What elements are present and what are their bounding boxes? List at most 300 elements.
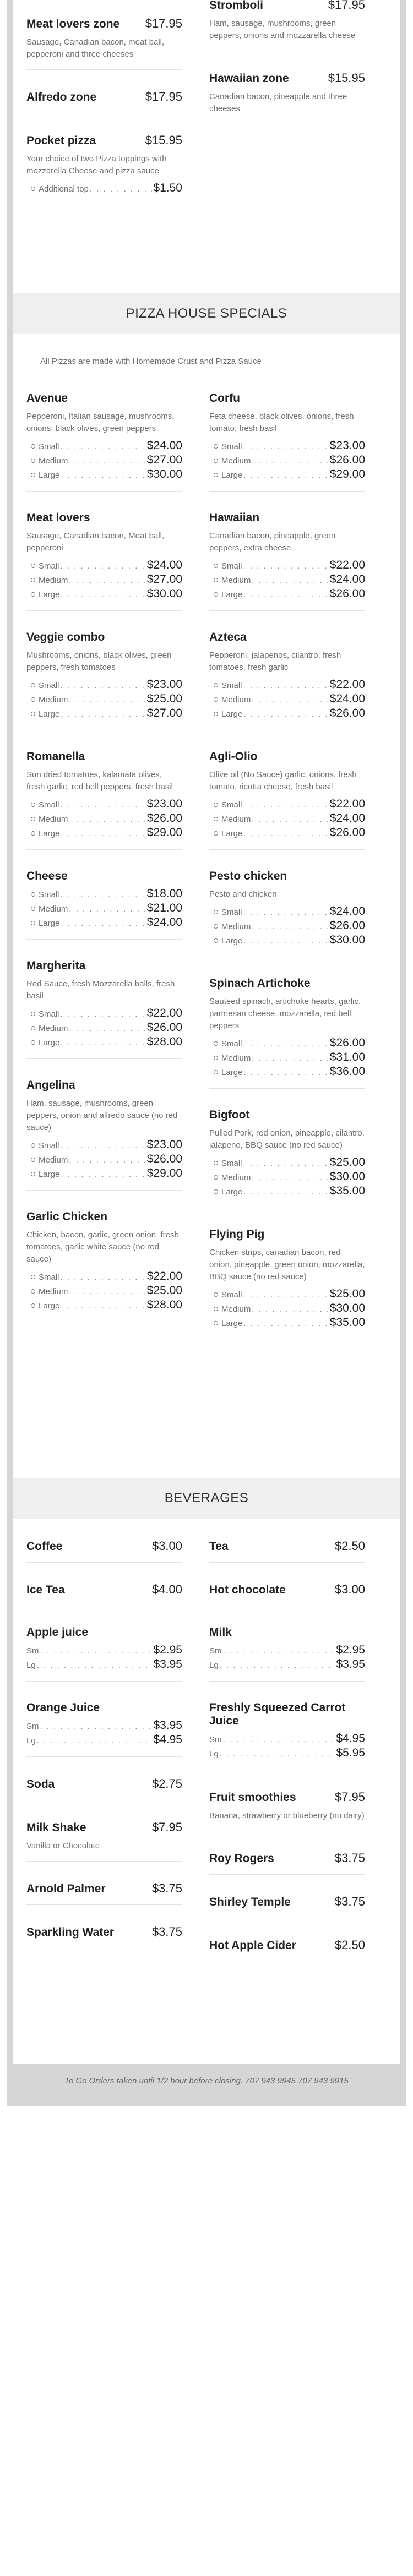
menu-item (209, 977, 365, 1089)
menu-item-price: $7.95 (334, 1790, 365, 1804)
size-price-list (26, 439, 182, 482)
dot-leader (61, 890, 146, 899)
menu-item-header (26, 1079, 182, 1092)
size-price-row (209, 812, 365, 826)
size-price: $3.95 (153, 1719, 182, 1732)
menu-item-header (26, 133, 182, 148)
size-price-row (209, 905, 365, 919)
size-price: $26.00 (329, 1036, 365, 1049)
menu-item-name: Sparkling Water (26, 1926, 115, 1939)
size-label: Lg (26, 1736, 36, 1745)
menu-item (209, 392, 365, 492)
menu-item-header (26, 1925, 182, 1939)
dot-leader (252, 576, 328, 585)
menu-item-name: Stromboli (209, 0, 263, 12)
dot-leader (61, 1141, 146, 1150)
menu-item-description: Sausage, Canadian bacon, meat ball, pepperoni and three cheeses (26, 37, 165, 59)
size-price: $26.00 (146, 812, 182, 825)
dot-leader (90, 184, 153, 194)
menu-item-header (209, 1895, 365, 1909)
menu-item-description: Canadian bacon, pineapple, green peppers, extra cheese (209, 531, 336, 553)
beverages-right-column (209, 1539, 365, 1981)
size-label: Large (221, 1068, 243, 1077)
size-price-row (26, 826, 182, 841)
menu-item-price: $17.95 (145, 17, 182, 30)
menu-item (26, 90, 182, 113)
dot-leader (69, 695, 145, 705)
dot-leader (223, 1735, 335, 1744)
size-price-row (209, 1644, 365, 1658)
size-label: Medium (221, 456, 251, 466)
dot-leader (61, 442, 146, 451)
size-label: Large (39, 1170, 60, 1179)
size-price-row (209, 678, 365, 692)
dot-leader (69, 815, 145, 824)
size-price-row (26, 439, 182, 454)
size-price-row (26, 902, 182, 916)
menu-item-header (26, 1701, 182, 1715)
menu-item-header (209, 750, 365, 763)
size-price: $28.00 (146, 1298, 182, 1311)
menu-item-header (209, 392, 365, 405)
menu-item (209, 1938, 365, 1961)
dot-leader (243, 1068, 328, 1077)
menu-item (209, 71, 365, 124)
specials-note: All Pizzas are made with Homemade Crust and Pizza Sauce (40, 357, 262, 366)
menu-item-header (209, 511, 365, 525)
menu-item-price: $3.75 (334, 1851, 365, 1865)
size-price-row (209, 826, 365, 841)
size-label: Lg (26, 1661, 36, 1670)
menu-item-header (26, 1582, 182, 1597)
menu-item-name: Ice Tea (26, 1584, 65, 1596)
dot-leader (243, 1290, 329, 1300)
menu-item-price: $15.95 (145, 133, 182, 147)
size-price: $25.00 (146, 692, 182, 705)
size-label: Small (221, 1290, 242, 1300)
size-price: $24.00 (146, 559, 182, 571)
size-price-row (26, 812, 182, 826)
menu-item-name: Fruit smoothies (209, 1791, 296, 1804)
menu-item-header (209, 1582, 365, 1597)
size-price-row (26, 559, 182, 573)
size-price-row (209, 1316, 365, 1330)
menu-item-name: Hot Apple Cider (209, 1939, 296, 1952)
size-price: $26.00 (146, 1021, 182, 1034)
menu-item-description: Red Sauce, fresh Mozzarella balls, fresh basil (26, 979, 175, 1001)
size-price-list (209, 798, 365, 841)
size-price-list (26, 559, 182, 602)
dot-leader (69, 576, 145, 585)
size-label: Medium (221, 1054, 251, 1063)
size-price: $25.00 (329, 1156, 365, 1169)
menu-item (26, 870, 182, 940)
dot-leader (243, 800, 329, 810)
menu-item-header (26, 959, 182, 973)
size-price: $23.00 (146, 678, 182, 691)
menu-item-price: $3.00 (151, 1539, 182, 1553)
size-price-row (26, 1658, 182, 1672)
menu-item (26, 1820, 182, 1862)
menu-item (209, 1790, 365, 1831)
size-price: $30.00 (146, 587, 182, 600)
beverages-header (13, 1478, 400, 1519)
menu-item-price: $3.75 (334, 1895, 365, 1908)
dot-leader (61, 800, 146, 810)
size-price-list (209, 1644, 365, 1672)
menu-item-header (209, 71, 365, 85)
top-right-column (209, 0, 365, 144)
menu-item-name: Milk (209, 1626, 232, 1639)
menu-item-name: Veggie combo (26, 631, 105, 643)
menu-item (26, 631, 182, 730)
size-price: $29.00 (329, 468, 365, 481)
size-price-list (209, 559, 365, 602)
dot-leader (61, 710, 145, 719)
menu-item-description: Olive oil (No Sauce) garlic, onions, fresh tomato, ricotta cheese, fresh basil (209, 770, 357, 792)
dot-leader (61, 1009, 146, 1019)
size-price-list (26, 1138, 182, 1181)
size-price: $24.00 (329, 573, 365, 586)
size-price-row (209, 1732, 365, 1747)
dot-leader (252, 922, 328, 931)
dot-leader (69, 904, 145, 914)
size-price: $24.00 (329, 692, 365, 705)
size-price-row (26, 182, 182, 196)
size-label: Small (221, 908, 242, 917)
size-label: Sm (26, 1646, 39, 1656)
menu-item-name: Apple juice (26, 1626, 89, 1639)
size-price-row (209, 573, 365, 587)
menu-item-price: $17.95 (328, 0, 365, 12)
size-price: $18.00 (146, 887, 182, 900)
menu-item (209, 0, 365, 51)
size-price-row (209, 707, 365, 721)
menu-item-header (26, 17, 182, 31)
menu-item (26, 1925, 182, 1948)
menu-item-name: Flying Pig (209, 1228, 265, 1241)
size-price-row (209, 587, 365, 602)
size-price-row (26, 1719, 182, 1733)
size-price: $1.50 (153, 182, 182, 194)
size-price-row (26, 587, 182, 602)
menu-item-name: Cheese (26, 870, 68, 882)
dot-leader (61, 919, 145, 928)
size-price: $30.00 (329, 1170, 365, 1183)
menu-item (26, 1777, 182, 1800)
size-label: Large (221, 829, 243, 838)
dot-leader (243, 1319, 328, 1328)
size-label: Small (39, 681, 59, 690)
size-price-row (209, 1036, 365, 1051)
menu-item-name: Coffee (26, 1540, 63, 1553)
menu-item-header (209, 1790, 365, 1804)
dot-leader (69, 456, 145, 466)
size-label: Lg (209, 1661, 219, 1670)
dot-leader (243, 1187, 328, 1197)
size-price-row (26, 468, 182, 482)
size-label: Medium (221, 576, 251, 585)
menu-item (209, 631, 365, 730)
size-price-row (26, 1733, 182, 1748)
size-label: Medium (39, 456, 68, 466)
size-price-row (26, 573, 182, 587)
menu-item-name: Pocket pizza (26, 134, 96, 147)
menu-item (209, 870, 365, 957)
size-price-row (26, 678, 182, 692)
size-label: Medium (39, 1024, 68, 1033)
size-price-row (26, 798, 182, 812)
size-price: $35.00 (329, 1316, 365, 1329)
size-price-list (209, 905, 365, 948)
size-label: Small (39, 1141, 59, 1150)
menu-item-price: $4.00 (151, 1582, 182, 1596)
size-price: $4.95 (153, 1733, 182, 1746)
size-price: $27.00 (146, 454, 182, 466)
menu-item-name: Angelina (26, 1079, 75, 1091)
menu-item-name: Garlic Chicken (26, 1210, 108, 1223)
menu-item-description: Ham, sausage, mushrooms, green peppers, onions and mozzarella cheese (209, 19, 356, 40)
menu-item (26, 1626, 182, 1682)
dot-leader (69, 1287, 145, 1296)
size-label: Large (39, 919, 60, 928)
dot-leader (37, 1661, 153, 1670)
size-price-row (26, 707, 182, 721)
menu-item-header (26, 1820, 182, 1835)
size-price-list (209, 1156, 365, 1199)
dot-leader (243, 681, 329, 690)
size-label: Medium (221, 815, 251, 824)
menu-item-name: Roy Rogers (209, 1852, 274, 1865)
menu-item-name: Corfu (209, 392, 240, 405)
size-price-list (209, 1732, 365, 1761)
size-price-row (209, 1170, 365, 1185)
size-price: $28.00 (146, 1035, 182, 1048)
size-label: Small (221, 1159, 242, 1168)
menu-item-description: Feta cheese, black olives, onions, fresh tomato, fresh basil (209, 412, 354, 433)
menu-item (26, 392, 182, 492)
size-price-list (26, 678, 182, 721)
size-price-list (26, 1719, 182, 1748)
dot-leader (61, 1170, 145, 1179)
size-price: $22.00 (146, 1270, 182, 1282)
dot-leader (61, 590, 145, 599)
menu-item-name: Soda (26, 1778, 55, 1791)
menu-item-name: Arnold Palmer (26, 1882, 106, 1895)
size-price: $29.00 (146, 826, 182, 839)
size-price: $31.00 (329, 1051, 365, 1063)
dot-leader (61, 1038, 145, 1047)
dot-leader (40, 1646, 153, 1656)
size-price-row (209, 1658, 365, 1672)
size-price-row (209, 439, 365, 454)
menu-item (26, 1701, 182, 1757)
size-label: Large (221, 710, 243, 719)
size-price: $22.00 (146, 1007, 182, 1019)
size-price-row (209, 1287, 365, 1302)
menu-item (26, 1539, 182, 1563)
menu-item (26, 1582, 182, 1606)
size-label: Large (39, 1301, 60, 1311)
menu-item (26, 1210, 182, 1322)
menu-item-header (209, 1626, 365, 1639)
size-price: $24.00 (146, 916, 182, 929)
size-price-list (26, 1270, 182, 1313)
dot-leader (252, 815, 328, 824)
size-price: $24.00 (146, 439, 182, 452)
dot-leader (243, 710, 328, 719)
size-price-row (26, 692, 182, 707)
menu-item-header (26, 1777, 182, 1791)
size-price: $25.00 (146, 1284, 182, 1297)
size-price-list (26, 798, 182, 841)
menu-item (209, 1895, 365, 1918)
size-price: $26.00 (329, 707, 365, 719)
menu-item-header (26, 631, 182, 644)
dot-leader (61, 681, 146, 690)
menu-item-name: Milk Shake (26, 1821, 86, 1834)
size-label: Large (221, 590, 243, 599)
size-label: Lg (209, 1749, 219, 1759)
size-label: Additional top (39, 184, 89, 194)
size-label: Medium (39, 1155, 68, 1165)
menu-item (26, 1079, 182, 1191)
dot-leader (243, 442, 329, 451)
size-label: Small (39, 1273, 59, 1282)
dot-leader (252, 456, 328, 466)
size-label: Large (221, 1187, 243, 1197)
size-price-list (26, 1007, 182, 1050)
menu-item-name: Agli-Olio (209, 750, 258, 763)
menu-item-price: $17.95 (145, 90, 182, 103)
size-label: Large (39, 471, 60, 480)
menu-item-price: $3.00 (334, 1582, 365, 1596)
menu-item-header (209, 977, 365, 990)
size-price: $24.00 (329, 812, 365, 825)
menu-item-header (209, 0, 365, 12)
size-price-row (209, 919, 365, 934)
menu-item (26, 1881, 182, 1905)
size-label: Sm (209, 1735, 222, 1744)
size-price-row (209, 1156, 365, 1170)
specials-right-column (209, 392, 365, 1359)
size-label: Large (221, 936, 243, 946)
menu-item (26, 959, 182, 1059)
menu-item-name: Azteca (209, 631, 247, 643)
size-price-list (26, 182, 182, 196)
footer-note: To Go Orders taken until 1/2 hour before closing. 707 943 9945 707 943 9915 (64, 2076, 349, 2086)
menu-item (209, 511, 365, 611)
menu-item (209, 1851, 365, 1875)
menu-item-name: Alfredo zone (26, 91, 97, 103)
size-price: $22.00 (329, 678, 365, 691)
size-label: Large (39, 1038, 60, 1047)
size-price: $26.00 (329, 919, 365, 932)
dot-leader (252, 1173, 328, 1182)
dot-leader (252, 1305, 328, 1314)
size-price-row (26, 1035, 182, 1050)
size-label: Small (221, 442, 242, 451)
size-price: $22.00 (329, 559, 365, 571)
menu-item-header (26, 1210, 182, 1224)
size-label: Small (39, 561, 59, 571)
menu-item-description: Ham, sausage, mushrooms, green peppers, onion and alfredo sauce (no red sauce) (26, 1099, 178, 1132)
size-label: Small (221, 561, 242, 571)
menu-item-header (209, 1851, 365, 1865)
size-price: $30.00 (329, 934, 365, 946)
size-price-row (209, 1065, 365, 1079)
menu-item-header (26, 1539, 182, 1553)
dot-leader (243, 829, 328, 838)
menu-item (26, 133, 182, 205)
size-price: $29.00 (146, 1167, 182, 1180)
size-price: $3.95 (336, 1658, 365, 1671)
size-price-row (209, 1747, 365, 1761)
menu-item-header (209, 1539, 365, 1553)
size-label: Medium (221, 1305, 251, 1314)
dot-leader (252, 1054, 328, 1063)
size-price-row (26, 1153, 182, 1167)
dot-leader (243, 1159, 329, 1168)
size-label: Small (221, 1039, 242, 1049)
dot-leader (61, 471, 145, 480)
menu-item-header (209, 1701, 365, 1728)
size-price-list (209, 678, 365, 721)
dot-leader (220, 1749, 335, 1759)
menu-item (209, 1539, 365, 1563)
menu-item (209, 1582, 365, 1606)
menu-item-description: Sauteed spinach, artichoke hearts, garlic, parmesan cheese, mozzarella, red bell peppers (209, 997, 361, 1030)
menu-item-header (26, 870, 182, 883)
menu-item-description: Sun dried tomatoes, kalamata olives, fresh garlic, red bell peppers, fresh basil (26, 770, 173, 792)
menu-item-header (209, 1938, 365, 1952)
size-price: $25.00 (329, 1287, 365, 1300)
size-price: $2.95 (153, 1644, 182, 1656)
dot-leader (243, 471, 328, 480)
size-price-row (26, 1284, 182, 1298)
menu-item (26, 750, 182, 850)
menu-item-price: $2.50 (334, 1938, 365, 1952)
menu-item-name: Meat lovers zone (26, 18, 120, 30)
specials-header (13, 293, 400, 334)
menu-item (26, 511, 182, 611)
menu-item-description: Vanilla or Chocolate (26, 1841, 100, 1851)
size-price: $4.95 (336, 1732, 365, 1745)
size-label: Medium (221, 1173, 251, 1182)
menu-item-header (26, 511, 182, 525)
menu-item-name: Freshly Squeezed Carrot Juice (209, 1701, 346, 1727)
size-label: Medium (39, 576, 68, 585)
size-price: $36.00 (329, 1065, 365, 1078)
menu-item-name: Meat lovers (26, 511, 90, 524)
size-label: Small (221, 800, 242, 810)
size-price: $26.00 (329, 454, 365, 466)
dot-leader (223, 1646, 335, 1656)
menu-item-name: Hawaiian (209, 511, 260, 524)
top-left-column (26, 17, 182, 225)
size-label: Large (221, 1319, 243, 1328)
size-price-row (209, 934, 365, 948)
menu-item-header (209, 631, 365, 644)
size-price-list (209, 1287, 365, 1330)
size-price: $2.95 (336, 1644, 365, 1656)
menu-item-name: Spinach Artichoke (209, 977, 311, 990)
specials-title: PIZZA HOUSE SPECIALS (126, 306, 287, 321)
size-price-row (26, 1007, 182, 1021)
menu-item-description: Chicken, bacon, garlic, green onion, fresh tomatoes, garlic white sauce (no red sauce) (26, 1230, 179, 1264)
dot-leader (243, 936, 328, 946)
size-price: $23.00 (146, 1138, 182, 1151)
